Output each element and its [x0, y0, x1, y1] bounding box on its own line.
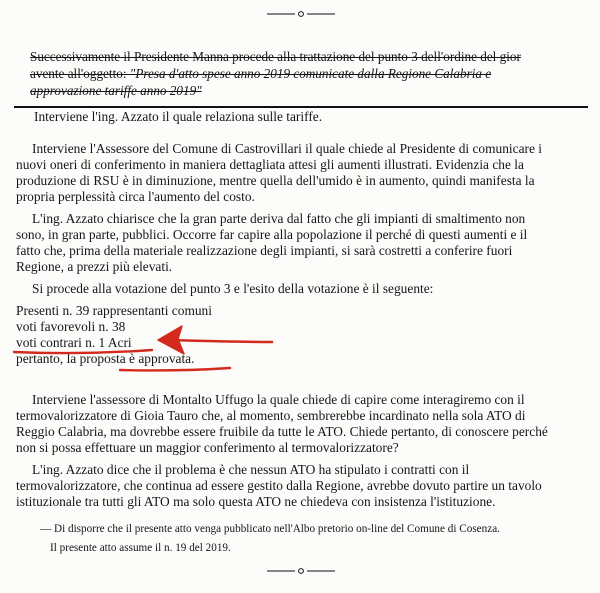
- vote-favor: voti favorevoli n. 38: [16, 319, 126, 334]
- paragraph-montalto-line-3: Reggio Calabria, ma dovrebbe essere fruibile da tutte le ATO. Chiede pertanto, di conoscere perché: [16, 424, 548, 439]
- paragraph-castrovillari-line-3: produzione di RSU è in diminuzione, mentre quella dell'umido è in aumento, quindi manifesta la: [16, 173, 535, 188]
- vote-intro: Si procede alla votazione del punto 3 e l'esito della votazione è il seguente:: [32, 281, 434, 296]
- paragraph-azzato-dice-line-3: istituzionale tra tutti gli ATO ma solo questa ATO ne chiedeva con insistenza l'istituzione.: [16, 494, 496, 509]
- vote-against: voti contrari n. 1 Acri: [16, 335, 132, 350]
- struck-header-line-2-label: avente all'oggetto:: [30, 66, 130, 81]
- paragraph-azzato-chiarisce-line-1: L'ing. Azzato chiarisce che la gran parte deriva dal fatto che gli impianti di smaltimento non: [32, 211, 526, 226]
- vote-result: pertanto, la proposta è approvata.: [16, 351, 195, 366]
- struck-header-line-3: approvazione tariffe anno 2019": [30, 83, 202, 98]
- paragraph-azzato-chiarisce-line-2: sono, in gran parte, pubblici. Occorre far capire alla popolazione il perché di questi aumenti e il: [16, 227, 528, 242]
- paragraph-castrovillari-line-1: Interviene l'Assessore del Comune di Castrovillari il quale chiede al Presidente di comunicare i: [32, 141, 542, 156]
- vote-present: Presenti n. 39 rappresentanti comuni: [16, 303, 212, 318]
- footer-publication-note: — Di disporre che il presente atto venga pubblicato nell'Albo pretorio on-line del Comune di Cosenza.: [40, 523, 500, 535]
- paragraph-azzato-chiarisce-line-4: Regione, a prezzi più elevati.: [16, 259, 173, 274]
- struck-header-subject: "Presa d'atto spese anno 2019 comunicate dalla Regione Calabria e: [129, 66, 492, 81]
- paragraph-azzato-chiarisce-line-3: fatto che, prima della materiale realizzazione degli impianti, si sarà costretti a conferire fuori: [16, 243, 513, 258]
- underline-vote-result: [120, 368, 230, 370]
- arrow-shaft: [170, 340, 272, 342]
- paragraph-montalto-line-4: non si possa effettuare un maggior conferimento al termovalorizzatore?: [16, 440, 399, 455]
- paragraph-castrovillari-line-4: propria perplessità circa l'aumento del costo.: [16, 189, 255, 204]
- struck-header-line-1: Successivamente il Presidente Manna procede alla trattazione del punto 3 dell'ordine del gior: [30, 49, 521, 64]
- paragraph-montalto-line-2: termovalorizzatore di Gioia Tauro che, al momento, sembrerebbe incardinato nella sola ATO di: [16, 408, 526, 423]
- footer-act-number: Il presente atto assume il n. 19 del 2019.: [50, 542, 231, 554]
- paragraph-montalto-line-1: Interviene l'assessore di Montalto Uffugo la quale chiede di capire come interagiremo con il: [32, 392, 525, 407]
- paragraph-azzato-relaziona: Interviene l'ing. Azzato il quale relaziona sulle tariffe.: [34, 109, 323, 124]
- underline-vote-against: [14, 350, 152, 353]
- paragraph-azzato-dice-line-2: termovalorizzatore, che continua ad essere gestito dalla Regione, avrebbe dovuto partire un tavolo: [16, 478, 542, 493]
- paragraph-castrovillari-line-2: nuovi oneri di conferimento in maniera dettagliata attesi gli aumenti illustrati. Evidenzia che la: [16, 157, 524, 172]
- paragraph-azzato-dice-line-1: L'ing. Azzato dice che il problema è che nessun ATO ha stipulato i contratti con il: [32, 462, 470, 477]
